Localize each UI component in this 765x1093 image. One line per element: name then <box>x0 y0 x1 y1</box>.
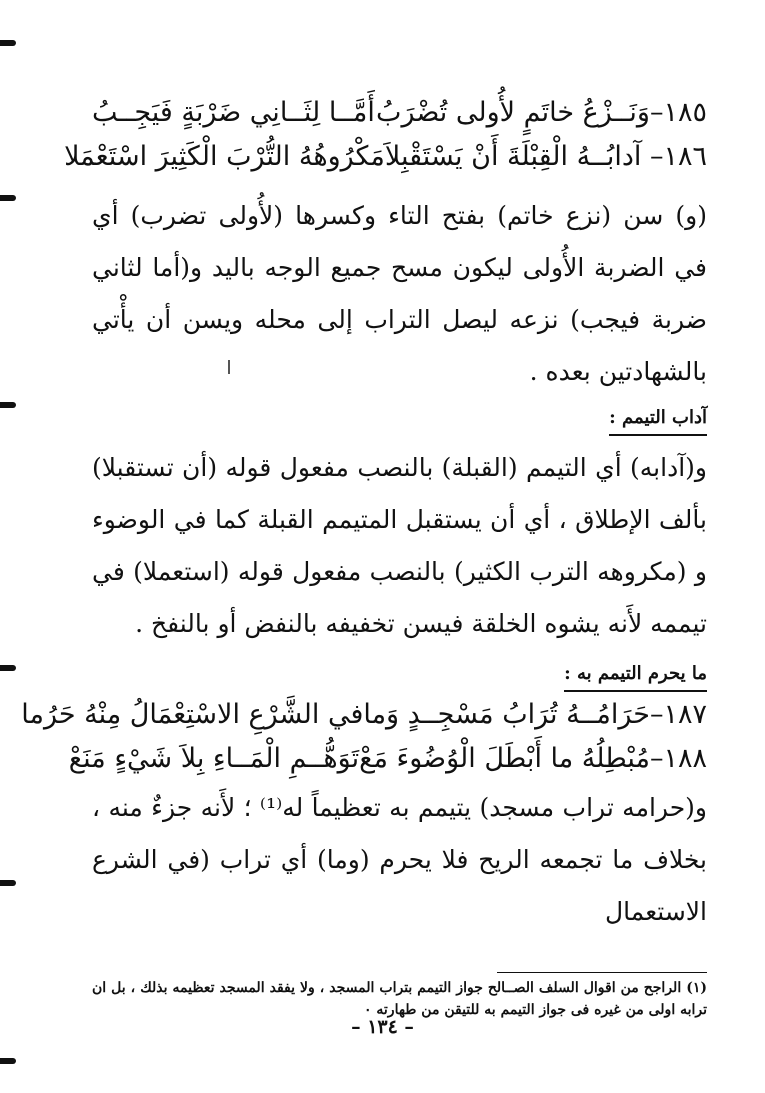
margin-mark <box>0 195 16 201</box>
verse-hemistich: أَمَّــا لِثَــانِي ضَرْبَةٍ فَيَجِــبُ <box>92 97 375 128</box>
verse-hemistich: ١٨٥–وَنَــزْعُ خاتَمٍ لأُولى تُضْرَبُ <box>376 97 707 128</box>
footnote: (١) الراجح من اقوال السلف الصــالح جواز التيمم بتراب المسجد ، ولا يفقد المسجد تعظيمه بذلك ، بل ان ترابه اولى من غيره فى جواز التيمم به للتيقن من طهارته ٠ <box>92 980 707 1018</box>
verse-line <box>64 136 707 180</box>
margin-mark <box>0 880 16 886</box>
commentary-paragraph: (و) سن (نزع خاتم) بفتح التاء وكسرها (لأُولى تضرب) أي في الضربة الأُولى ليكون مسح جميع الوجه باليد و(أما لثاني ضربة فيجب) نزعه ليصل التراب إلى محله ويسن أن يأْتي بالشهادتين بعده . <box>92 201 707 386</box>
page-number: – ١٣٤ – <box>351 1016 414 1038</box>
margin-mark <box>0 40 16 46</box>
commentary-paragraph: و(حرامه تراب مسجد) يتيمم به تعظيماً له⁽¹⁾ ؛ لأَنه جزءٌ منه ، بخلاف ما تجمعه الريح فلا يحرم (وما) أي تراب (في الشرع الاستعمال <box>92 793 707 926</box>
verse-hemistich: ١٨٦– آدابُــهُ الْقِبْلَةَ أَنْ يَسْتَقْبِلاَ <box>384 141 707 172</box>
verse-line <box>21 694 707 738</box>
verse-hemistich: ١٨٧–حَرَامُــهُ تُرَابُ مَسْجِــدٍ وَما <box>363 699 707 730</box>
margin-mark <box>0 665 16 671</box>
section-heading-wrap <box>92 660 707 692</box>
footnote-divider <box>497 972 707 973</box>
commentary-paragraph: و(آدابه) أي التيمم (القبلة) بالنصب مفعول قوله (أن تستقبلا) بألف الإطلاق ، أي أن يستقبل المتيمم القبلة كما في الوضوء و (مكروهه الترب الكثير) بالنصب مفعول قوله (استعملا) في تيممه لأَنه يشوه الخلقة فيسن تخفيفه بالنفض أو بالنفخ . <box>92 453 707 638</box>
section-heading: آداب التيمم : <box>609 404 707 436</box>
margin-mark <box>0 1058 16 1064</box>
section-heading-wrap <box>92 404 707 436</box>
verse-hemistich: مَكْرُوهُهُ التُّرْبَ الْكَثِيرَ اسْتَعْمَلا <box>64 141 385 172</box>
verse-line <box>92 92 707 136</box>
verse-hemistich: ١٨٨–مُبْطِلُهُ ما أَبْطَلَ الْوُضُوءَ مَعْ <box>359 743 707 774</box>
section-heading: ما يحرم التيمم به : <box>564 660 707 692</box>
verse-hemistich: تَوَهُّــمِ الْمَــاءِ بِلاَ شَيْءٍ مَنَعْ <box>68 743 360 774</box>
page-content <box>21 92 707 1021</box>
verse-line <box>68 738 707 782</box>
margin-mark <box>0 402 16 408</box>
verse-hemistich: في الشَّرْعِ الاسْتِعْمَالُ مِنْهُ حَرُما <box>21 699 364 730</box>
